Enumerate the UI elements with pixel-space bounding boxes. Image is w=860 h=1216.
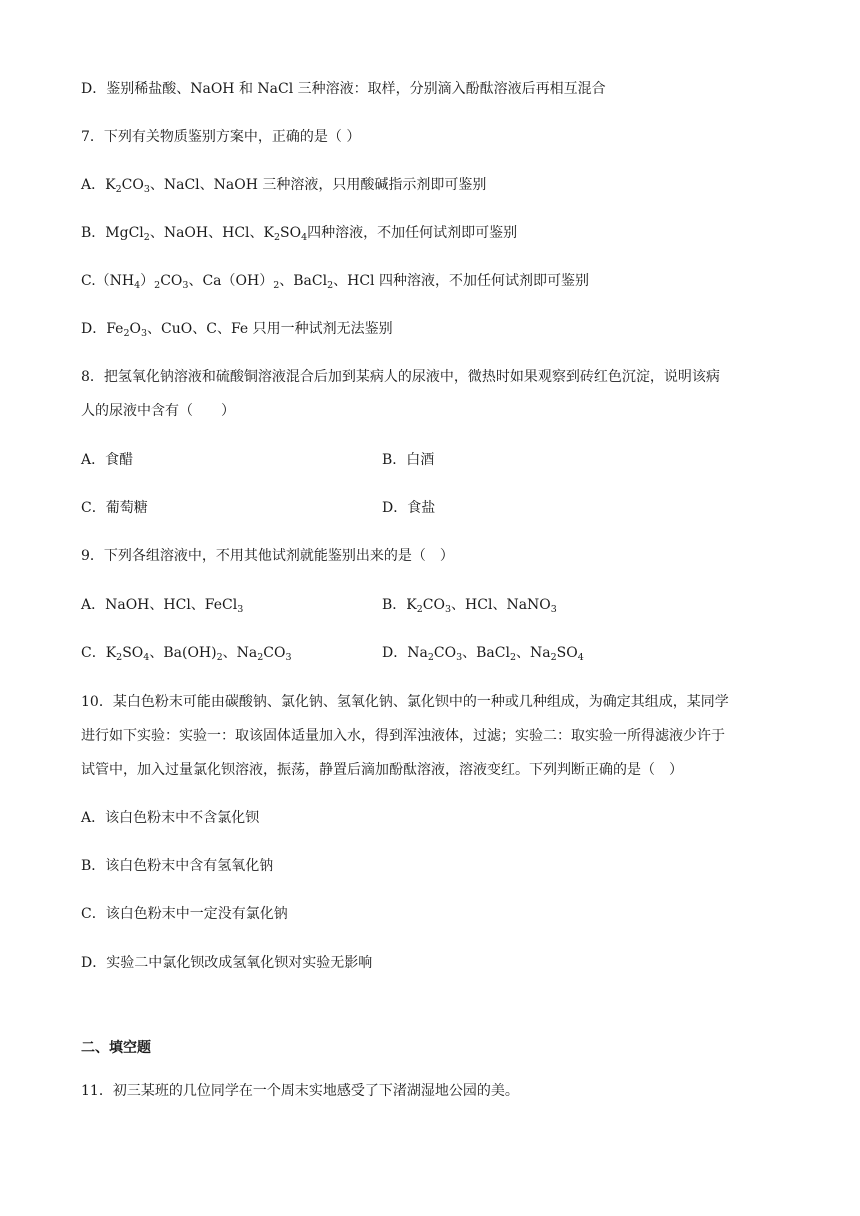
q7-option-d: D．$Fe_2O_3$、CuO、C、Fe 只用一种试剂无法鉴别 <box>81 321 393 339</box>
q10-option-c: C．该白色粉末中一定没有氯化钠 <box>81 906 288 922</box>
q10-stem-line1: 10．某白色粉末可能由碳酸钠、氯化钠、氢氧化钠、氯化钡中的一种或几种组成，为确定其组成，某同学 <box>81 694 729 710</box>
q9-option-c: C．$K_2SO_4$、$Ba(OH)_2$、$Na_2CO_3$ <box>81 645 292 663</box>
q8-option-d: D．食盐 <box>382 500 436 516</box>
q9-option-b: B．$K_2CO_3$、HCl、NaNO$_3$ <box>382 597 557 615</box>
q7-option-b: B．MgCl$_2$、NaOH、HCl、$K_2SO_4$四种溶液，不加任何试剂即可鉴别 <box>81 225 518 243</box>
q9-option-a: A．NaOH、HCl、FeCl$_3$ <box>81 597 244 615</box>
q10-option-a: A．该白色粉末中不含氯化钡 <box>81 810 260 826</box>
q11-stem: 11．初三某班的几位同学在一个周末实地感受了下渚湖湿地公园的美。 <box>81 1083 519 1099</box>
q10-option-d: D．实验二中氯化钡改成氢氧化钡对实验无影响 <box>81 955 373 971</box>
q8-stem-line1: 8．把氢氧化钠溶液和硫酸铜溶液混合后加到某病人的尿液中，微热时如果观察到砖红色沉淀，说明该病 <box>81 369 720 385</box>
q9-stem: 9．下列各组溶液中，不用其他试剂就能鉴别出来的是（ ） <box>81 548 454 564</box>
q7-option-c: $C.(NH_4)_2CO_3$、$Ca(OH)_2$、BaCl$_2$、HCl 四种溶液，不加任何试剂即可鉴别 <box>81 273 589 291</box>
q8-stem-line2: 人的尿液中含有（ ） <box>81 403 235 419</box>
q6-option-d: D．鉴别稀盐酸、NaOH 和 NaCl 三种溶液：取样，分别滴入酚酞溶液后再相互混合 <box>81 81 606 97</box>
q10-stem-line3: 试管中，加入过量氯化钡溶液，振荡，静置后滴加酚酞溶液，溶液变红。下列判断正确的是（ ） <box>81 762 683 778</box>
q10-option-b: B．该白色粉末中含有氢氧化钠 <box>81 858 274 874</box>
q9-option-d: D．$Na_2CO_3$、BaCl$_2$、$Na_2SO_4$ <box>382 645 584 663</box>
q8-option-c: C．葡萄糖 <box>81 500 148 516</box>
section-heading-fill-in: 二、填空题 <box>81 1040 151 1056</box>
q8-option-b: B．白酒 <box>382 452 435 468</box>
q8-option-a: A．食醋 <box>81 452 134 468</box>
q7-stem: 7．下列有关物质鉴别方案中，正确的是（ ） <box>81 129 361 145</box>
q10-stem-line2: 进行如下实验：实验一：取该固体适量加入水，得到浑浊液体，过滤；实验二：取实验一所得滤液少许于 <box>81 728 725 744</box>
q7-option-a: A．$K_2CO_3$、NaCl、NaOH 三种溶液，只用酸碱指示剂即可鉴别 <box>81 177 487 195</box>
